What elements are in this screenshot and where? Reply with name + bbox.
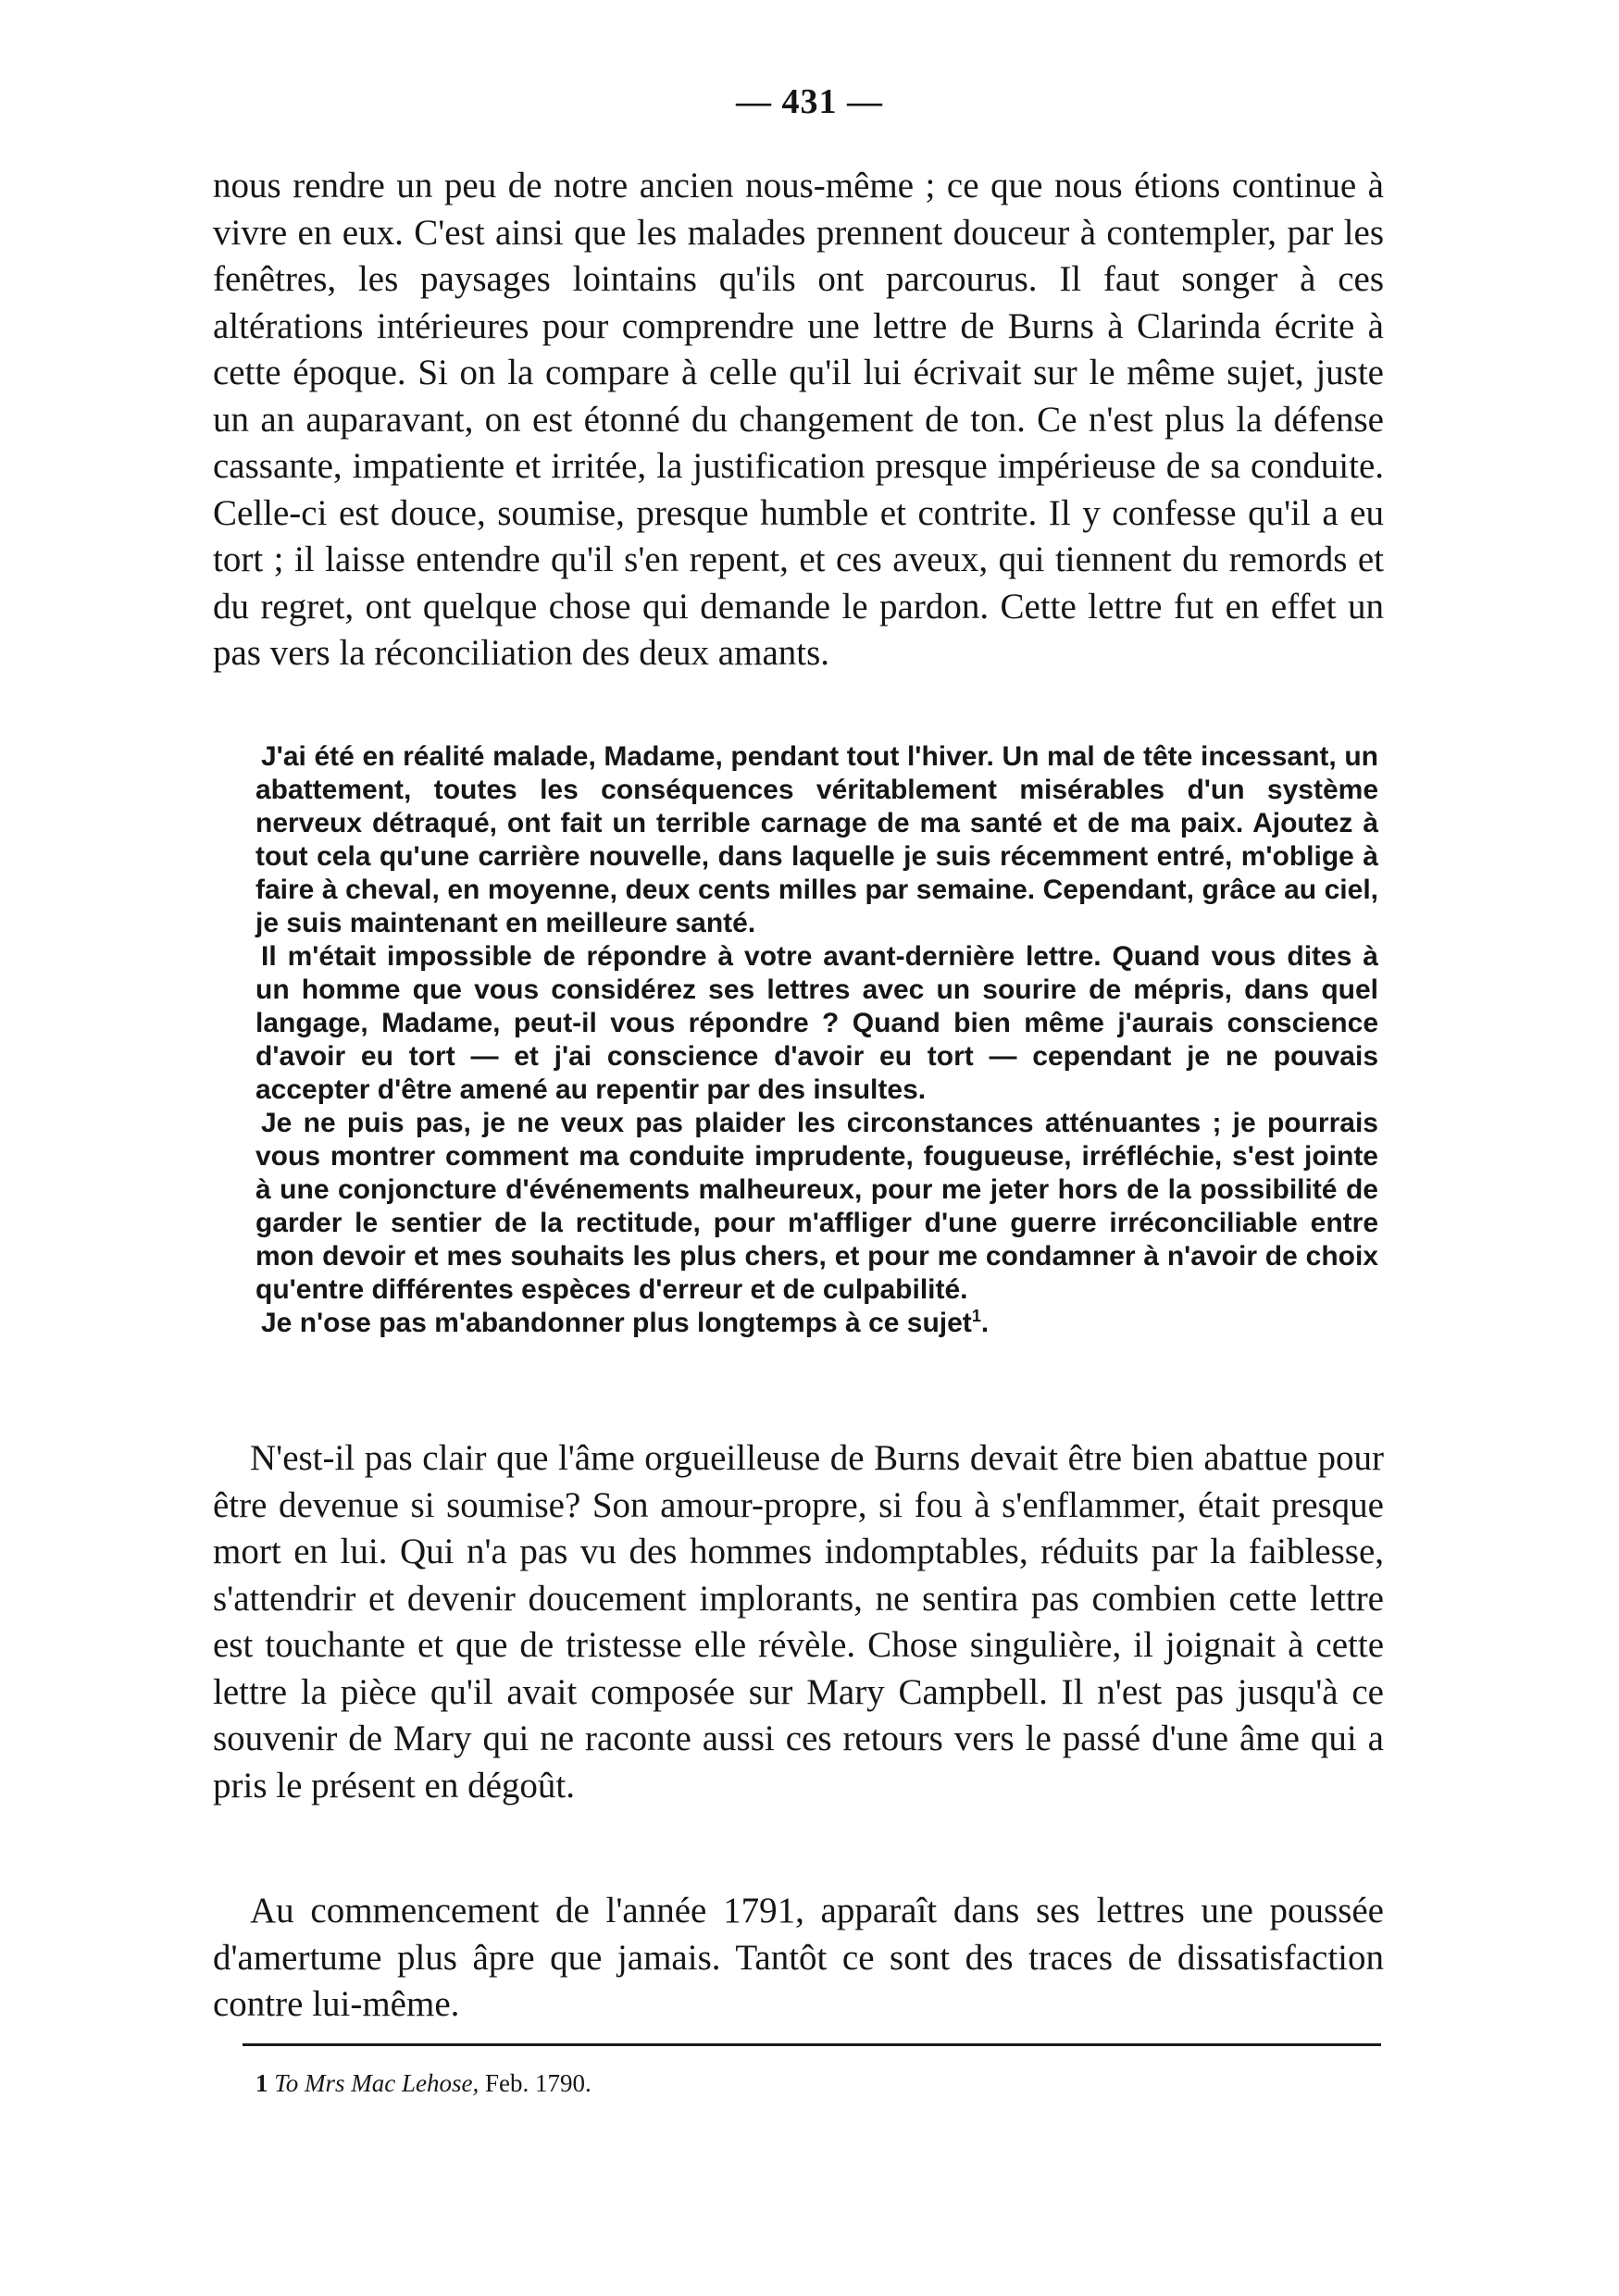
quote-last-line-text: Je n'ose pas m'abandonner plus longtemps à ce sujet (261, 1308, 972, 1338)
body-text-block-2 (213, 1435, 1384, 1809)
intro-text-block (213, 163, 1384, 677)
paragraph-2: N'est-il pas clair que l'âme orgueilleuse de Burns devait être bien abattue pour être devenue si soumise? Son amour-propre, si fou à s'enflammer, était presque mort en lui. Qui n'a pas vu des hommes indomptables, réduits par la faiblesse, s'attendrir et devenir doucement implorants, ne sentira pas combien cette lettre est touchante et que de tristesse elle révèle. Chose singulière, il joignait à cette lettre la pièce qu'il avait composée sur Mary Campbell. Il n'est pas jusqu'à ce souvenir de Mary qui ne raconte aussi ces retours vers le passé d'une âme qui a pris le présent en dégoût. (213, 1438, 1384, 1806)
footnote (255, 2067, 592, 2099)
intro-paragraph: nous rendre un peu de notre ancien nous-même ; ce que nous étions continue à vivre en eux. C'est ainsi que les malades prennent douceur à contempler, par les fenêtres, les paysages lointains qu'ils ont parcourus. Il faut songer à ces altérations intérieures pour comprendre une lettre de Burns à Clarinda écrite à cette époque. Si on la compare à celle qu'il lui écrivait sur le même sujet, juste un an auparavant, on est étonné du changement de ton. Ce n'est plus la défense cassante, impatiente et irritée, la justification presque impérieuse de sa conduite. Celle-ci est douce, soumise, presque humble et contrite. Il y confesse qu'il a eu tort ; il laisse entendre qu'il s'en repent, et ces aveux, qui tiennent du remords et du regret, ont quelque chose qui demande le pardon. Cette lettre fut en effet un pas vers la réconciliation des deux amants. (213, 166, 1384, 673)
body-text-block-3 (213, 1888, 1384, 2029)
quote-paragraph-2: Il m'était impossible de répondre à votre avant-dernière lettre. Quand vous dites à un homme que vous considérez ses lettres avec un sourire de mépris, dans quel langage, Madame, peut-il vous répondre ? Quand bien même j'aurais conscience d'avoir eu tort — et j'ai conscience d'avoir eu tort — cependant je ne pouvais accepter d'être amené au repentir par des insultes. (255, 941, 1378, 1105)
quote-last-line-end: . (980, 1308, 990, 1338)
footnote-reference[interactable]: 1 (971, 1307, 981, 1325)
quote-paragraph-3: Je ne puis pas, je ne veux pas plaider les circonstances atténuantes ; je pourrais vous montrer comment ma conduite imprudente, fougueuse, irréfléchie, s'est jointe à une conjoncture d'événements malheureux, pour me jeter hors de la possibilité de garder le sentier de la rectitude, pour m'affliger d'une guerre irréconciliable entre mon devoir et mes souhaits les plus chers, et pour me condamner à n'avoir de choix qu'entre différentes espèces d'erreur et de culpabilité. (255, 1108, 1378, 1305)
letter-quotation (255, 740, 1378, 1340)
footnote-number: 1 (255, 2069, 268, 2097)
footnote-separator (243, 2043, 1381, 2046)
paragraph-3: Au commencement de l'année 1791, apparaît dans ses lettres une poussée d'amertume plus âpre que jamais. Tantôt ce sont des traces de dissatisfaction contre lui-même. (213, 1891, 1384, 2024)
footnote-date: Feb. 1790. (485, 2069, 592, 2097)
footnote-source: To Mrs Mac Lehose, (274, 2069, 479, 2097)
page-number: — 431 — (736, 82, 883, 121)
quote-last-line (255, 1307, 1378, 1340)
quote-paragraph-1: J'ai été en réalité malade, Madame, pendant tout l'hiver. Un mal de tête incessant, un abattement, toutes les conséquences véritablement misérables d'un système nerveux détraqué, ont fait un terrible carnage de ma santé et de ma paix. Ajoutez à tout cela qu'une carrière nouvelle, dans laquelle je suis récemment entré, m'oblige à faire à cheval, en moyenne, deux cents milles par semaine. Cependant, grâce au ciel, je suis maintenant en meilleure santé. (255, 741, 1378, 938)
